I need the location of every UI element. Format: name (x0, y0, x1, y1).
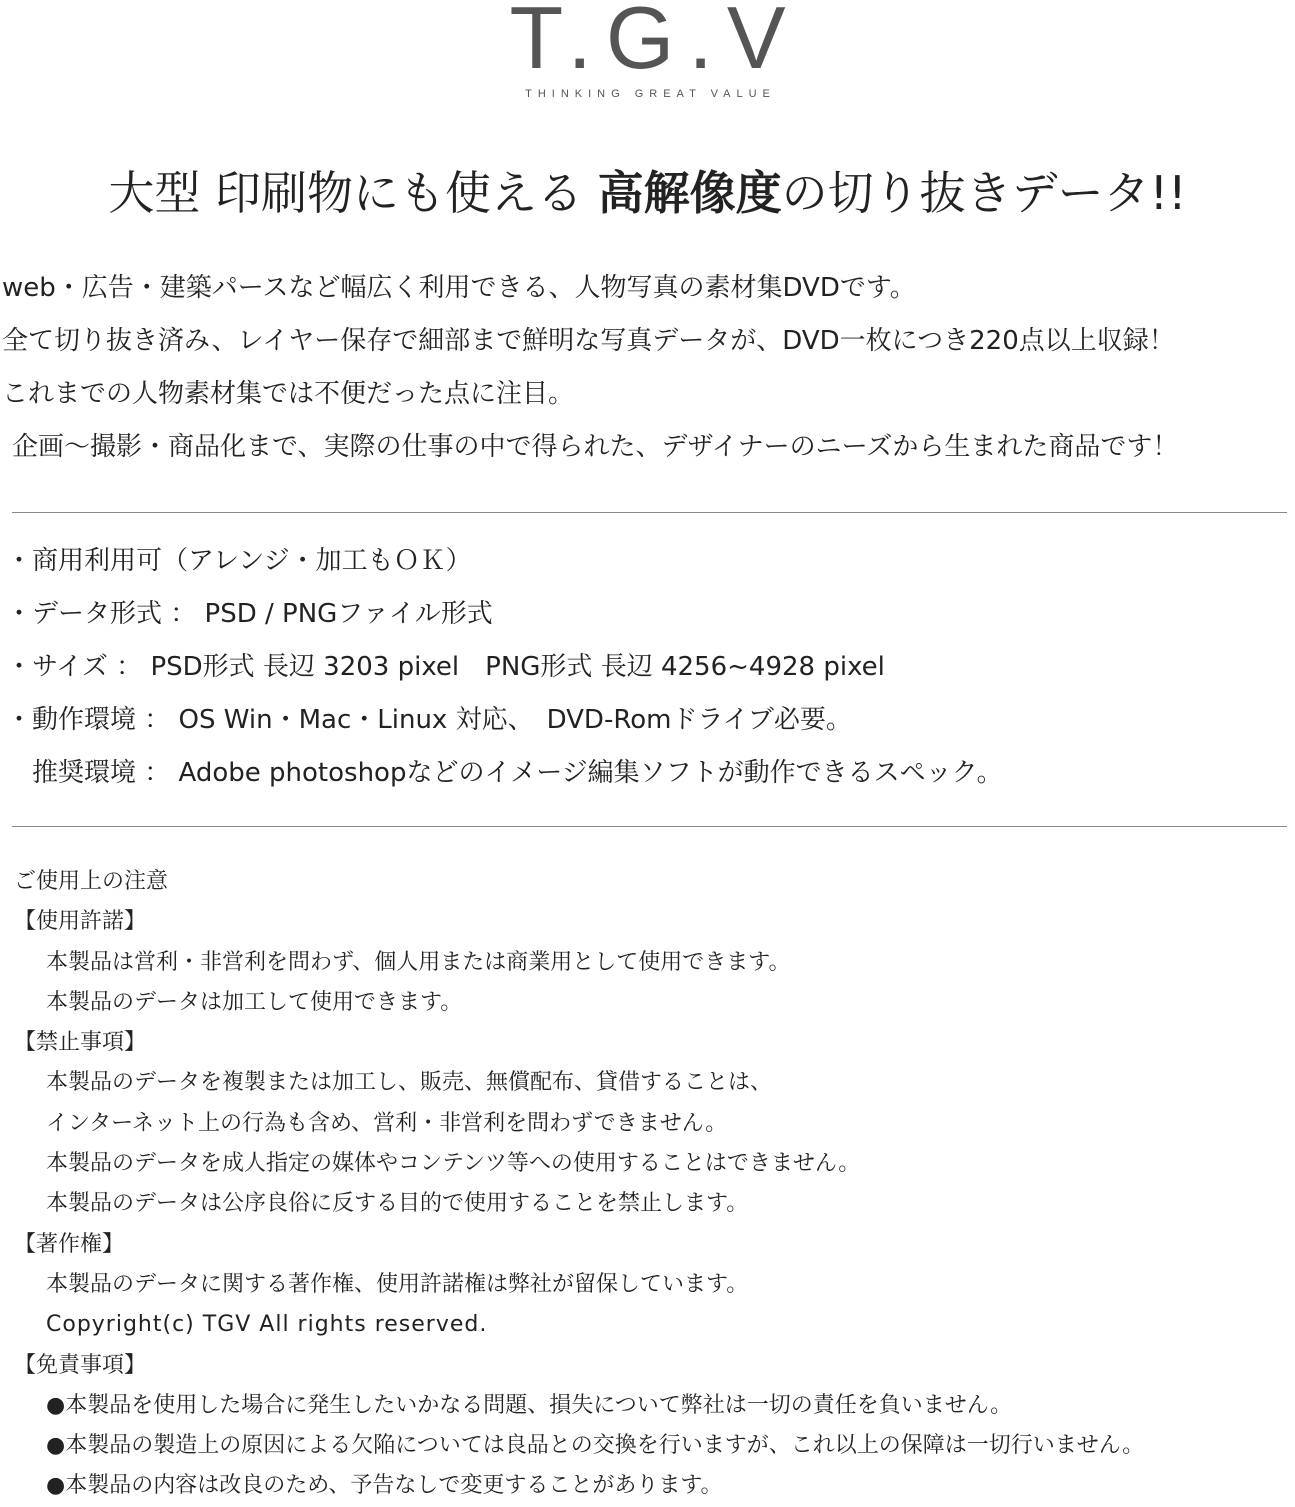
divider (12, 826, 1287, 827)
disclaimer-item: ●本製品を使用した場合に発生したいかなる問題、損失について弊社は一切の責任を負いません。 (46, 1392, 1013, 1418)
usage-notes (14, 862, 1292, 1507)
disclaimer-heading: 【免責事項】 (14, 1352, 147, 1378)
intro-line: これまでの人物素材集では不便だった点に注目。 (2, 379, 575, 409)
copyright-heading: 【著作権】 (14, 1231, 125, 1257)
intro-section (2, 262, 1292, 474)
note-line: 本製品のデータは公序良俗に反する目的で使用することを禁止します。 (46, 1191, 749, 1217)
license-heading: 【使用許諾】 (14, 909, 147, 935)
logo-mark: T.G.V (509, 0, 800, 87)
spec-item: ・データ形式 ： PSD / PNGファイル形式 (6, 599, 493, 629)
divider (12, 512, 1287, 513)
headline-emphasis: 高解像度 (597, 166, 782, 220)
prohibited-heading: 【禁止事項】 (14, 1030, 147, 1056)
spec-item: ・動作環境 ： OS Win・Mac・Linux 対応、 DVD-Romドライブ必要。 (6, 705, 852, 735)
note-line: 本製品のデータに関する著作権、使用許諾権は弊社が留保しています。 (46, 1271, 749, 1297)
spec-list (6, 535, 1291, 800)
spec-item: ・サイズ ： PSD形式 長辺 3203 pixel PNG形式 長辺 4256~4928 pixel (6, 652, 885, 682)
intro-line: 企画～撮影・商品化まで、実際の仕事の中で得られた、デザイナーのニーズから生まれた商品です！ (12, 432, 1179, 462)
copyright-notice: Copyright(c) TGV All rights reserved. (46, 1312, 488, 1338)
intro-line: web・広告・建築パースなど幅広く利用できる、人物写真の素材集DVDです。 (2, 273, 916, 303)
note-line: 本製品は営利・非営利を問わず、個人用または商業用として使用できます。 (46, 949, 791, 975)
spec-item: 推奨環境 ： Adobe photoshopなどのイメージ編集ソフトが動作できるスペック。 (6, 758, 1003, 788)
note-line: 本製品のデータを成人指定の媒体やコンテンツ等への使用することはできません。 (46, 1151, 861, 1177)
headline-part2: の切り抜きデータ!! (781, 166, 1187, 220)
spec-item: ・商用利用可（アレンジ・加工もＯＫ） (6, 546, 472, 576)
brand-logo (0, 0, 1295, 100)
notes-title: ご使用上の注意 (14, 869, 169, 894)
note-line: 本製品のデータを複製または加工し、販売、無償配布、貸借することは、 (46, 1070, 773, 1096)
note-line: 本製品のデータは加工して使用できます。 (46, 989, 463, 1015)
headline (0, 160, 1295, 226)
intro-line: 全て切り抜き済み、レイヤー保存で細部まで鮮明な写真データが、DVD一枚につき220点以上収録！ (2, 326, 1175, 356)
note-line: インターネット上の行為も含め、営利・非営利を問わずできません。 (46, 1110, 728, 1136)
logo-tagline: THINKING GREAT VALUE (525, 88, 776, 100)
headline-part1: 大型 印刷物にも使える (108, 166, 598, 220)
disclaimer-item: ●本製品の製造上の原因による欠陥については良品との交換を行いますが、これ以上の保障は一切行いません。 (46, 1433, 1145, 1459)
disclaimer-item: ●本製品の内容は改良のため、予告なしで変更することがあります。 (46, 1473, 723, 1499)
